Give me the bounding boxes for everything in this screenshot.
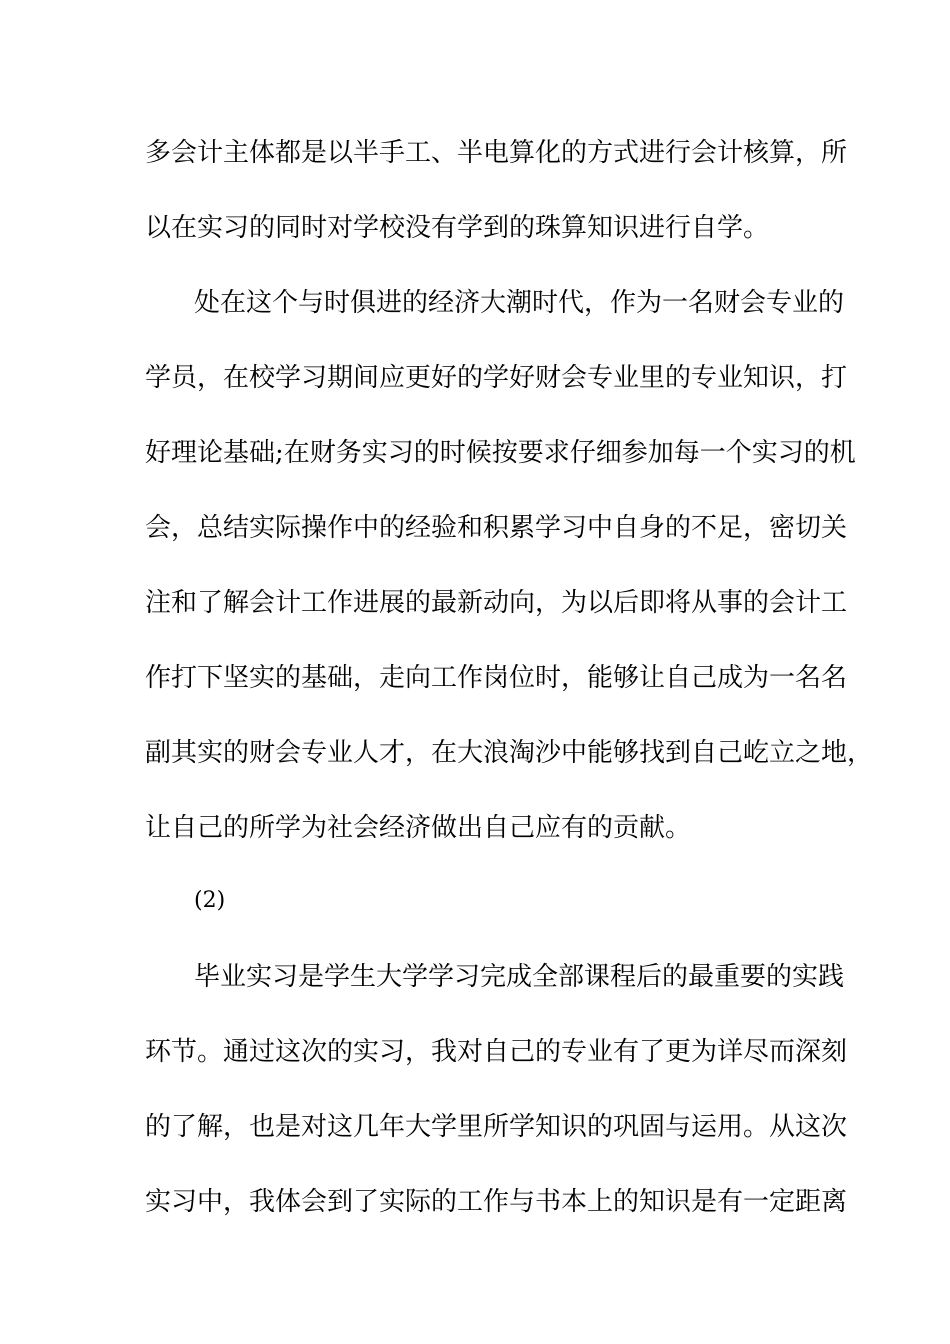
paragraph-line: 实习中，我体会到了实际的工作与书本上的知识是有一定距离: [145, 1187, 848, 1217]
paragraph-line: 多会计主体都是以半手工、半电算化的方式进行会计核算，所: [145, 138, 848, 168]
paragraph-line: 的了解，也是对这几年大学里所学知识的巩固与运用。从这次: [145, 1112, 848, 1142]
paragraph-line: 学员，在校学习期间应更好的学好财会专业里的专业知识，打: [145, 363, 848, 393]
paragraph-line: 毕业实习是学生大学学习完成全部课程后的最重要的实践: [194, 962, 845, 992]
paragraph-line: 处在这个与时俱进的经济大潮时代，作为一名财会专业的: [194, 288, 845, 318]
paragraph-line: 作打下坚实的基础，走向工作岗位时，能够让自己成为一名名: [145, 663, 848, 693]
paragraph-line: 副其实的财会专业人才，在大浪淘沙中能够找到自己屹立之地，: [145, 738, 874, 768]
paragraph-line: 会，总结实际操作中的经验和积累学习中自身的不足，密切关: [145, 513, 848, 543]
section-marker: (2): [194, 888, 226, 913]
paragraph-line: 注和了解会计工作进展的最新动向，为以后即将从事的会计工: [145, 588, 848, 618]
paragraph-line: 环节。通过这次的实习，我对自己的专业有了更为详尽而深刻: [145, 1037, 848, 1067]
paragraph-line: 好理论基础;在财务实习的时候按要求仔细参加每一个实习的机: [145, 438, 856, 468]
paragraph-line: 让自己的所学为社会经济做出自己应有的贡献。: [145, 813, 692, 843]
paragraph-line: 以在实习的同时对学校没有学到的珠算知识进行自学。: [145, 213, 770, 243]
